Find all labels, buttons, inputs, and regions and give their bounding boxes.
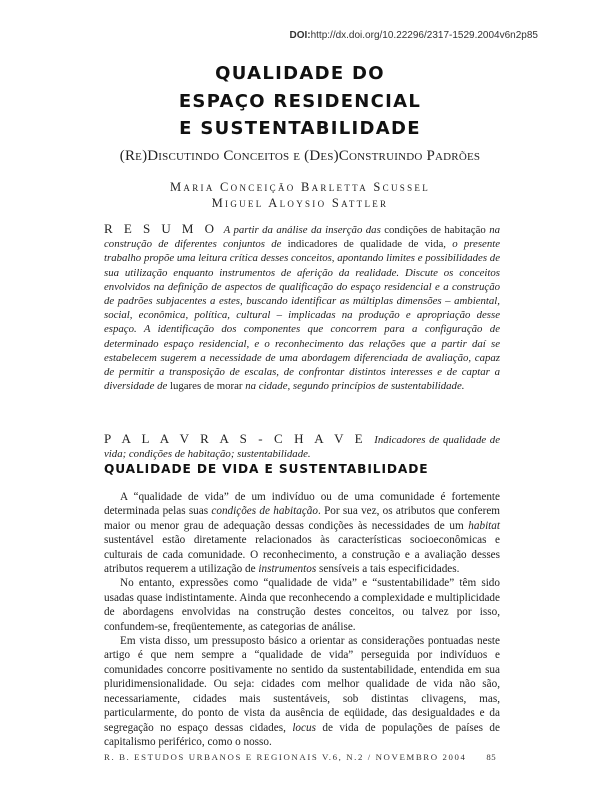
paragraph-segment: Em vista disso, um pressuposto básico a orientar as considerações pontuadas neste artigo é que nem sempre a “qualidade de vida” perseguida por indivíduos e comunidades concorre positivamente no sentido da sustentabilidade, entendida em sua pluridimensionalidade. Ou seja: cidades com melhor qualidade de vida não são, necessariamente, cidades mais sustentáveis, sob distintas clivagens, mas, particularmente, do ponto de vista da ausência de eqüidade, das desigualdades e da segregação no espaço dessas cidades, xyxy=(104,635,500,734)
abstract-segment: , o presente trabalho propõe uma leitura crítica desses conceitos, apontando limites e possibilidades de sua utilização enquanto instrumentos de aferição da realidade. Discute os conceitos envolvidos na definição de aspectos de qualificação do espaço residencial e a construção de padrões subjacentes a estes, buscando identificar as múltiplas dimensões – ambiental, social, econômica, política, cultural – implicadas na produção e apropriação desse espaço. A identificação dos componentes que concorrem para a configuração de determinado espaço residencial, e o reconhecimento das relações que a partir daí se estabelecem sugerem a necessidade de uma abordagem diferenciada de avaliação, capaz de permitir a transposição de escalas, de confrontar distintos interesses e de captar a diversidade de xyxy=(104,238,501,393)
paragraph-segment: A “qualidade de vida” de um indivíduo ou de uma comunidade é fortemente determinada pelas suas xyxy=(104,491,500,518)
paragraph-segment: . Por sua vez, os atributos que conferem maior ou menor grau de adequação dessas condições às necessidades de um xyxy=(104,505,501,532)
abstract-segment: lugares de morar xyxy=(167,380,246,393)
author-1: Maria Conceição Barletta Scussel xyxy=(170,180,430,194)
abstract-segment: na construção de diferentes conjuntos de xyxy=(104,224,500,251)
title-line-2: ESPAÇO RESIDENCIAL xyxy=(178,90,422,112)
doi-link[interactable]: http://dx.doi.org/10.22296/2317-1529.2004v6n2p85 xyxy=(310,30,538,41)
keywords xyxy=(104,432,500,461)
title-line-3: E SUSTENTABILIDADE xyxy=(179,118,421,139)
paragraph-segment: instrumentos xyxy=(258,563,317,576)
abstract-segment: condições de habitação xyxy=(380,224,490,236)
article-subtitle: (Re)Discutindo Conceitos e (Des)Construindo Padrões xyxy=(119,148,481,164)
body-paragraph xyxy=(104,576,500,634)
paragraph-segment: sensíveis a tais especificidades. xyxy=(316,563,460,576)
paragraph-segment: No entanto, expressões como “qualidade de vida” e “sustentabilidade” têm sido usadas quase indistintamente. Ainda que reconhecendo a complexidade e multiplicidade de abordagens envolvidas na construção destes conceitos, ou talvez por isso, confundem-se, freqüentemente, as categorias de análise. xyxy=(104,577,500,633)
doi-line xyxy=(289,30,538,41)
section-heading: QUALIDADE DE VIDA E SUSTENTABILIDADE xyxy=(104,462,429,476)
keywords-label: P A L A V R A S - C H A V E xyxy=(104,431,367,446)
paragraph-segment: condições de habitação xyxy=(211,505,318,518)
keywords-text: Indicadores de qualidade de vida; condições de habitação; sustentabilidade. xyxy=(104,434,500,461)
paragraph-segment: habitat xyxy=(468,519,500,532)
journal-info: R. B. ESTUDOS URBANOS E REGIONAIS V.6, N.2 / NOVEMBRO 2004 xyxy=(104,752,467,762)
abstract-segment: A partir da análise da inserção das xyxy=(223,224,381,236)
body-paragraph xyxy=(104,634,500,749)
body-paragraph xyxy=(104,490,500,576)
abstract xyxy=(104,222,500,393)
body-text xyxy=(104,490,500,749)
page-footer xyxy=(104,752,500,762)
authors xyxy=(0,180,600,211)
author-2: Miguel Aloysio Sattler xyxy=(211,195,389,210)
doi-label: DOI: xyxy=(289,30,311,41)
abstract-segment: indicadores de qualidade de vida xyxy=(281,238,444,251)
abstract-text xyxy=(104,224,500,392)
article-title xyxy=(0,60,600,143)
abstract-segment: na cidade, segundo princípios de sustentabilidade. xyxy=(245,380,465,393)
paragraph-segment: locus xyxy=(292,721,316,734)
paragraph-segment: de vida de populações de países de capitalismo periférico, como o nosso. xyxy=(104,721,500,748)
title-line-1: QUALIDADE DO xyxy=(215,63,385,84)
paragraph-segment: sustentável estão diretamente relacionados às características socioeconômicas e culturais de cada comunidade. O reconhecimento, a construção e a avaliação desses atributos requerem a utilização de xyxy=(104,534,500,576)
page-number: 85 xyxy=(486,752,496,762)
abstract-label: R E S U M O xyxy=(104,221,218,236)
